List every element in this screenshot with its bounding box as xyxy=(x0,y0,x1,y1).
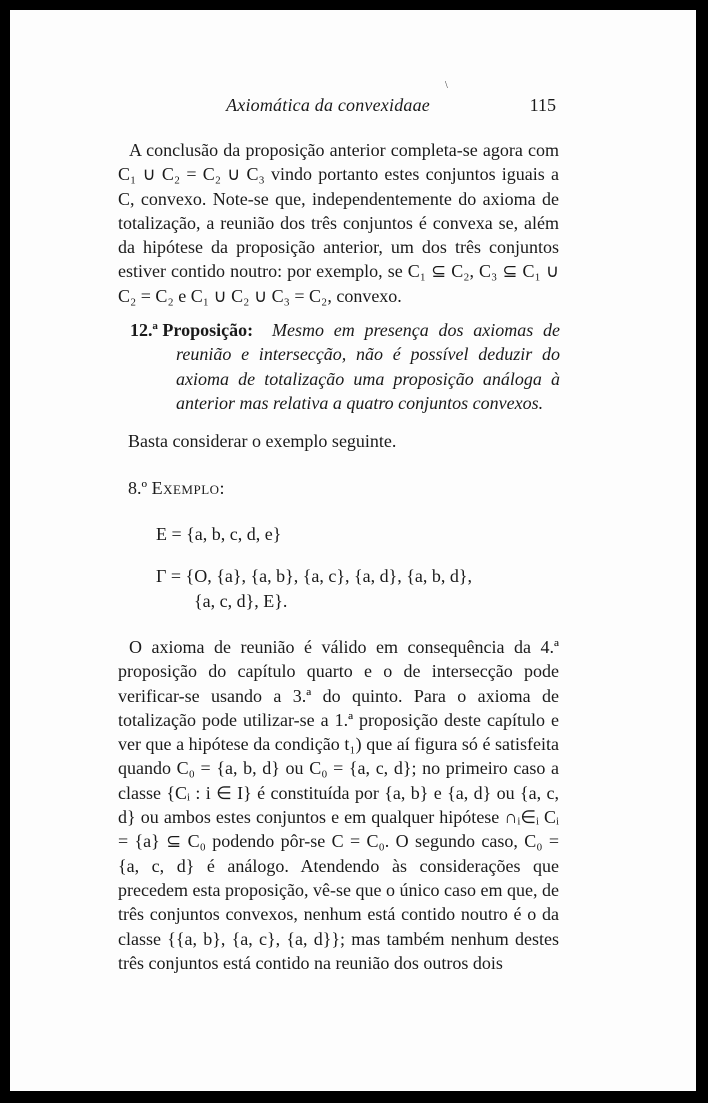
set-E: E = {a, b, c, d, e} xyxy=(156,524,282,544)
running-title: Axiomática da convexidaae xyxy=(226,95,430,115)
book-page xyxy=(10,10,696,1091)
paragraph-2: O axioma de reunião é válido em consequência da 4.ª proposição do capítulo quarto e o de intersecção pode verificar-se usando a 3.ª do quinto. Para o axioma de totalização pode utilizar-se a 1.ª proposição deste capítulo e ver que a hipótese da condição t₁) que aí figura só é satisfeita quando C₀ = {a, b, d} ou C₀ = {a, c, d}; no primeiro caso a classe {Cᵢ : i ∈ I} é constituída por {a, b} e {a, d} ou {a, c, d} ou ambos estes conjuntos e em qualquer hipótese ∩ᵢ∈ᵢ Cᵢ = {a} ⊆ C₀ podendo pôr-se C = C₀. O segundo caso, C₀ = {a, c, d} é análogo. Atendendo às considerações que precedem esta proposição, vê-se que o único caso em que, de três conjuntos convexos, nenhum está contido noutro é o da classe {{a, b}, {a, c}, {a, d}}; mas também nenhum destes três conjuntos está contido na reunião dos outros dois xyxy=(118,637,559,973)
example-number: 8.º xyxy=(128,478,148,498)
margin-mark: \ xyxy=(445,80,448,91)
proposition-statement: Mesmo em presença dos axiomas de reunião e intersecção, não é possível deduzir do axioma de totalização uma proposição análoga à anterior mas relativa a quatro conjuntos convexos. xyxy=(176,320,560,413)
paragraph-1: A conclusão da proposição anterior completa-se agora com C₁ ∪ C₂ = C₂ ∪ C₃ vindo portanto estes conjuntos iguais a C, convexo. Note-se que, independentemente do axioma de totalização, a reunião dos três conjuntos é convexa se, além da hipótese da proposição anterior, um dos três conjuntos estiver contido noutro: por exemplo, se C₁ ⊆ C₂, C₃ ⊆ C₁ ∪ C₂ = C₂ e C₁ ∪ C₂ ∪ C₃ = C₂, convexo. xyxy=(118,140,559,306)
example-heading xyxy=(128,478,225,499)
gamma-line-1: Γ = {O, {a}, {a, b}, {a, c}, {a, d}, {a, b, d}, xyxy=(156,566,473,586)
running-head xyxy=(10,95,696,121)
page-number: 115 xyxy=(529,95,556,115)
example-label: Exemplo: xyxy=(151,478,226,498)
proposition-text xyxy=(176,318,560,415)
gamma-line-2: {a, c, d}, E}. xyxy=(194,591,288,611)
basta-line: Basta considerar o exemplo seguinte. xyxy=(128,431,397,451)
proposition-label: Proposição: xyxy=(162,320,254,340)
proposition-number: 12.ª xyxy=(130,320,158,340)
